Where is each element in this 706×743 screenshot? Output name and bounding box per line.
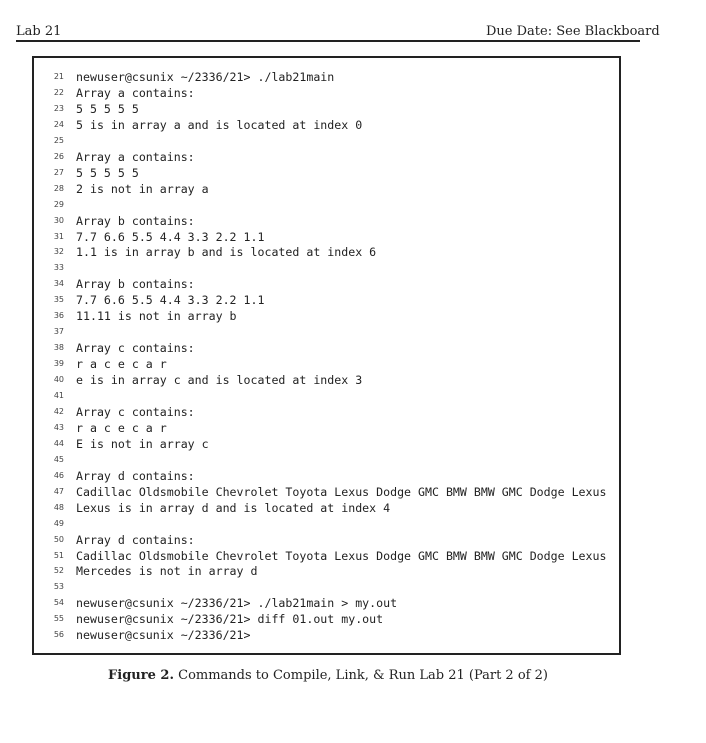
line-text: 11.11 is not in array b — [76, 309, 237, 324]
figure-caption-text: Commands to Compile, Link, & Run Lab 21 (Part 2 of 2) — [178, 668, 548, 683]
code-listing — [32, 56, 621, 655]
line-text: Mercedes is not in array d — [76, 564, 258, 579]
line-number: 27 — [53, 167, 64, 177]
line-number: 49 — [53, 518, 64, 528]
line-number: 23 — [53, 103, 64, 113]
line-number: 46 — [53, 470, 64, 480]
line-text: Lexus is in array d and is located at index 4 — [76, 500, 391, 515]
line-number: 32 — [53, 247, 64, 257]
line-text: 7.7 6.6 5.5 4.4 3.3 2.2 1.1 — [76, 229, 265, 244]
line-number: 21 — [53, 72, 64, 81]
line-text: 5 is in array a and is located at index 0 — [76, 117, 363, 132]
line-text: 7.7 6.6 5.5 4.4 3.3 2.2 1.1 — [76, 293, 265, 308]
line-text: e is in array c and is located at index 3 — [76, 373, 363, 388]
line-number: 35 — [53, 295, 64, 305]
line-number: 33 — [53, 263, 64, 273]
line-text: Array d contains: — [76, 468, 195, 483]
header-lab-title: Lab 21 — [16, 24, 62, 39]
line-number: 30 — [53, 215, 64, 225]
line-number: 42 — [53, 406, 64, 416]
line-number: 40 — [53, 375, 64, 385]
line-number: 38 — [53, 343, 64, 353]
line-number: 36 — [53, 311, 64, 321]
line-number: 56 — [53, 630, 64, 640]
header-rule — [16, 40, 640, 42]
line-text: r a c e c a r — [76, 357, 167, 372]
line-text: Array b contains: — [76, 213, 195, 228]
line-text: 5 5 5 5 5 — [76, 101, 139, 116]
header-due-date: Due Date: See Blackboard — [486, 24, 660, 39]
line-text: Array a contains: — [76, 85, 195, 100]
line-text: Array a contains: — [76, 149, 195, 164]
line-number: 44 — [53, 438, 64, 448]
line-text: newuser@csunix ~/2336/21> ./lab21main > my.out — [76, 596, 398, 611]
line-number: 55 — [53, 614, 64, 624]
line-number: 28 — [53, 183, 64, 193]
line-number: 50 — [53, 534, 64, 544]
line-number: 39 — [53, 359, 64, 369]
line-text: 1.1 is in array b and is located at index 6 — [76, 245, 377, 260]
line-number: 54 — [53, 598, 64, 608]
line-number: 24 — [53, 119, 64, 129]
line-text: newuser@csunix ~/2336/21> diff 01.out my.out — [76, 612, 384, 627]
line-text: 5 5 5 5 5 — [76, 165, 139, 180]
line-text: Array d contains: — [76, 532, 195, 547]
line-number: 43 — [53, 422, 64, 432]
line-text: r a c e c a r — [76, 420, 167, 435]
figure-label: Figure 2. — [108, 668, 174, 683]
line-number: 25 — [53, 135, 64, 145]
line-number: 26 — [53, 151, 64, 161]
line-number: 37 — [53, 327, 64, 337]
line-number: 45 — [53, 454, 64, 464]
line-text: Cadillac Oldsmobile Chevrolet Toyota Lexus Dodge GMC BMW BMW GMC Dodge Lexus — [76, 548, 607, 563]
line-number: 31 — [53, 231, 64, 241]
line-text: Cadillac Oldsmobile Chevrolet Toyota Lexus Dodge GMC BMW BMW GMC Dodge Lexus — [76, 484, 607, 499]
line-number: 34 — [53, 279, 64, 289]
line-text: Array c contains: — [76, 341, 195, 356]
line-text: newuser@csunix ~/2336/21> — [76, 628, 251, 643]
line-number: 47 — [53, 486, 64, 496]
line-number: 51 — [53, 550, 64, 560]
line-number: 41 — [53, 391, 64, 400]
line-text: Array c contains: — [76, 404, 195, 419]
figure-caption — [0, 668, 656, 683]
line-number: 53 — [53, 582, 64, 592]
line-text: E is not in array c — [76, 436, 209, 451]
line-number: 22 — [53, 87, 64, 97]
line-number: 29 — [53, 199, 64, 209]
line-text: 2 is not in array a — [76, 181, 209, 196]
line-number: 48 — [53, 502, 64, 512]
line-number: 52 — [53, 566, 64, 576]
line-text: Array b contains: — [76, 277, 195, 292]
line-text: newuser@csunix ~/2336/21> ./lab21main — [76, 70, 335, 84]
